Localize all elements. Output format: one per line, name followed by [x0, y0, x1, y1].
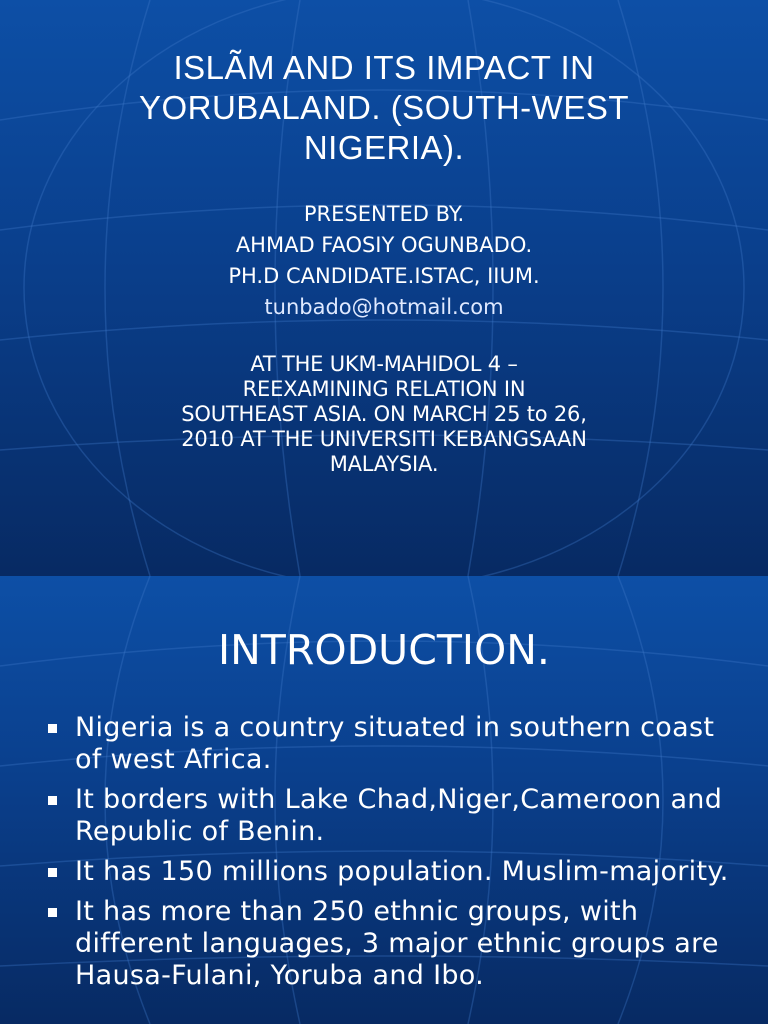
- bullet-list: [44, 712, 734, 1000]
- list-item: [44, 896, 734, 992]
- bullet-text: It borders with Lake Chad,Niger,Cameroon and Republic of Benin.: [75, 784, 723, 847]
- bullet-icon: [48, 724, 57, 733]
- bullet-icon: [48, 796, 57, 805]
- introduction-slide: [0, 576, 768, 1024]
- presenter-email-link[interactable]: tunbado@hotmail.com: [264, 295, 504, 319]
- slide-title: ISLÃM AND ITS IMPACT IN YORUBALAND. (SOUTH-WEST NIGERIA).: [138, 49, 630, 166]
- venue-line: 2010 AT THE UNIVERSITI KEBANGSAAN: [181, 427, 587, 451]
- presenter-name: AHMAD FAOSIY OGUNBADO.: [235, 233, 533, 257]
- presented-by-label: PRESENTED BY.: [303, 202, 465, 226]
- venue-line: SOUTHEAST ASIA. ON MARCH 25 to 26,: [181, 402, 587, 426]
- venue-line: MALAYSIA.: [329, 452, 439, 476]
- bullet-text: Nigeria is a country situated in southern coast of west Africa.: [75, 712, 715, 775]
- presenter-block: [60, 199, 708, 323]
- bullet-text: It has 150 millions population. Muslim-majority.: [75, 856, 729, 887]
- list-item: [44, 712, 734, 776]
- bullet-text: It has more than 250 ethnic groups, with different languages, 3 major ethnic groups are Hausa-Fulani, Yoruba and Ibo.: [75, 896, 719, 991]
- presenter-affiliation: PH.D CANDIDATE.ISTAC, IIUM.: [228, 264, 540, 288]
- bullet-icon: [48, 868, 57, 877]
- venue-block: [90, 352, 678, 477]
- venue-line: REEXAMINING RELATION IN: [242, 377, 526, 401]
- bullet-icon: [48, 908, 57, 917]
- list-item: [44, 784, 734, 848]
- list-item: [44, 856, 734, 888]
- venue-line: AT THE UKM-MAHIDOL 4 –: [250, 352, 518, 376]
- slide-title: INTRODUCTION.: [218, 626, 550, 674]
